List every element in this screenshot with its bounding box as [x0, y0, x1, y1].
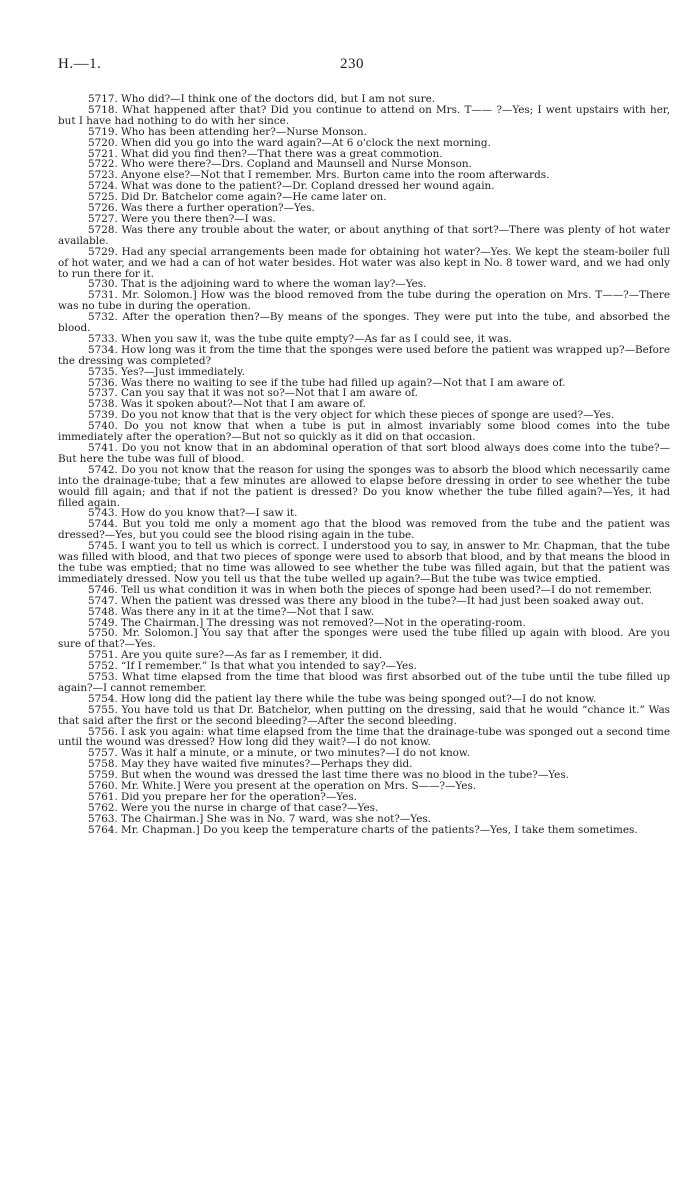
testimony-paragraph: 5732. After the operation then?—By means of the sponges. They were put into the tube, and absorbed the blood.: [58, 311, 670, 335]
page-header: [58, 56, 670, 74]
testimony-paragraph: 5726. Was there a further operation?—Yes.: [88, 202, 315, 215]
testimony-paragraph: 5733. When you saw it, was the tube quite empty?—As far as I could see, it was.: [88, 332, 512, 345]
testimony-paragraph: 5738. Was it spoken about?—Not that I am aware of.: [88, 398, 366, 411]
testimony-paragraph: 5719. Who has been attending her?—Nurse Monson.: [88, 125, 367, 138]
testimony-paragraph: 5763. The Chairman.] She was in No. 7 ward, was she not?—Yes.: [88, 812, 431, 825]
testimony-paragraph: 5758. May they have waited five minutes?—Perhaps they did.: [88, 758, 413, 771]
testimony-paragraph: 5753. What time elapsed from the time that blood was first absorbed out of the tube until the tube filled up again?—I cannot remember.: [58, 671, 670, 694]
testimony-paragraph: 5745. I want you to tell us which is correct. I understood you to say, in answer to Mr. Chapman, that the tube was filled with blood, and that two pieces of sponge were used to absorb that blood, and by that means the blood in the tube was emptied; that no time was allowed to see whether the tube was filled again, but that the patient was immediately dressed. Now you tell us that the tube welled up again?—But the tube was twice emptied.: [58, 540, 670, 585]
page-number: 230: [340, 56, 364, 72]
testimony-paragraph: 5756. I ask you again: what time elapsed from the time that the drainage-tube was sponged out a second time until the wound was dressed? How long did they wait?—I do not know.: [58, 725, 670, 749]
testimony-paragraph: 5723. Anyone else?—Not that I remember. Mrs. Burton came into the room afterwards.: [88, 169, 550, 182]
testimony-paragraph: 5742. Do you not know that the reason for using the sponges was to absorb the blood which necessarily came into the drainage-tube; that a few minutes are allowed to elapse before dressing in order to see whether the tube would fill again; and that if not the patient is dressed? Do you know whether the tube filled again?—Yes, it had filled again.: [58, 463, 670, 509]
testimony-paragraph: 5727. Were you there then?—I was.: [88, 212, 276, 225]
testimony-paragraph: 5746. Tell us what condition it was in when both the pieces of sponge had been used?—I do not remember.: [88, 583, 652, 596]
testimony-paragraph: 5747. When the patient was dressed was there any blood in the tube?—It had just been soaked away out.: [88, 594, 644, 607]
testimony-paragraph: 5741. Do you not know that in an abdominal operation of that sort blood always does come into the tube?—But here the tube was full of blood.: [58, 442, 670, 465]
testimony-paragraph: 5754. How long did the patient lay there while the tube was being sponged out?—I do not know.: [88, 692, 597, 705]
testimony-paragraph: 5750. Mr. Solomon.] You say that after the sponges were used the tube filled up again with blood. Are you sure of that?—Yes.: [58, 627, 670, 651]
testimony-paragraph: 5720. When did you go into the ward again?—At 6 o'clock the next morning.: [88, 136, 491, 149]
testimony-paragraph: 5734. How long was it from the time that the sponges were used before the patient was wrapped up?—Before the dressing was completed?: [58, 343, 670, 367]
testimony-paragraph: 5731. Mr. Solomon.] How was the blood removed from the tube during the operation on Mrs. T——?—There was no tube in during the operation.: [58, 289, 670, 313]
testimony-paragraph: 5740. Do you not know that when a tube is put in almost invariably some blood comes into the tube immediately after the operation?—But not so quickly as it did on that occasion.: [58, 420, 670, 444]
testimony-paragraph: 5755. You have told us that Dr. Batchelor, when putting on the dressing, said that he would “chance it.” Was that said after the first or the second bleeding?—After the second bleeding.: [58, 703, 670, 727]
testimony-body: [58, 94, 670, 836]
testimony-paragraph: 5749. The Chairman.] The dressing was not removed?—Not in the operating-room.: [88, 616, 526, 629]
testimony-paragraph: 5764. Mr. Chapman.] Do you keep the temperature charts of the patients?—Yes, I take them sometimes.: [88, 823, 638, 836]
testimony-paragraph: 5721. What did you find then?—That there was a great commotion.: [88, 147, 443, 160]
testimony-paragraph: 5722. Who were there?—Drs. Copland and Maunsell and Nurse Monson.: [88, 158, 472, 171]
testimony-paragraph: 5736. Was there no waiting to see if the tube had filled up again?—Not that I am aware of.: [88, 376, 566, 389]
document-id: H.—1.: [58, 56, 102, 72]
testimony-paragraph: 5761. Did you prepare her for the operation?—Yes.: [88, 791, 357, 803]
testimony-paragraph: 5725. Did Dr. Batchelor come again?—He came later on.: [88, 191, 387, 204]
testimony-paragraph: 5752. “If I remember.” Is that what you intended to say?—Yes.: [88, 660, 417, 673]
testimony-paragraph: 5762. Were you the nurse in charge of that case?—Yes.: [88, 801, 379, 814]
testimony-paragraph: 5757. Was it half a minute, or a minute, or two minutes?—I do not know.: [88, 747, 470, 760]
testimony-paragraph: 5751. Are you quite sure?—As far as I remember, it did.: [88, 649, 383, 662]
testimony-paragraph: 5739. Do you not know that that is the very object for which these pieces of sponge are used?—Yes.: [88, 409, 615, 422]
testimony-paragraph: 5717. Who did?—I think one of the doctors did, but I am not sure.: [88, 93, 436, 105]
testimony-paragraph: 5744. But you told me only a moment ago that the blood was removed from the tube and the patient was dressed?—Yes, but you could see the blood rising again in the tube.: [58, 518, 670, 542]
testimony-paragraph: 5729. Had any special arrangements been made for obtaining hot water?—Yes. We kept the steam-boiler full of hot water, and we had a can of hot water besides. Hot water was also kept in No. 8 tower ward, and we had only to run there for it.: [58, 245, 670, 280]
testimony-paragraph: 5743. How do you know that?—I saw it.: [88, 507, 298, 520]
testimony-paragraph: 5737. Can you say that it was not so?—Not that I am aware of.: [88, 387, 418, 400]
testimony-paragraph: 5724. What was done to the patient?—Dr. Copland dressed her wound again.: [88, 180, 495, 193]
testimony-paragraph: 5728. Was there any trouble about the water, or about anything of that sort?—There was plenty of hot water available.: [58, 223, 670, 247]
testimony-paragraph: 5730. That is the adjoining ward to where the woman lay?—Yes.: [88, 278, 427, 291]
testimony-paragraph: 5718. What happened after that? Did you continue to attend on Mrs. T—— ?—Yes; I went upstairs with her, but I have had nothing to do with her since.: [58, 103, 670, 127]
testimony-paragraph: 5759. But when the wound was dressed the last time there was no blood in the tube?—Yes.: [88, 769, 569, 782]
testimony-paragraph: 5760. Mr. White.] Were you present at the operation on Mrs. S——?—Yes.: [88, 780, 477, 793]
testimony-paragraph: 5735. Yes?—Just immediately.: [88, 365, 245, 378]
testimony-paragraph: 5748. Was there any in it at the time?—Not that I saw.: [88, 605, 374, 618]
